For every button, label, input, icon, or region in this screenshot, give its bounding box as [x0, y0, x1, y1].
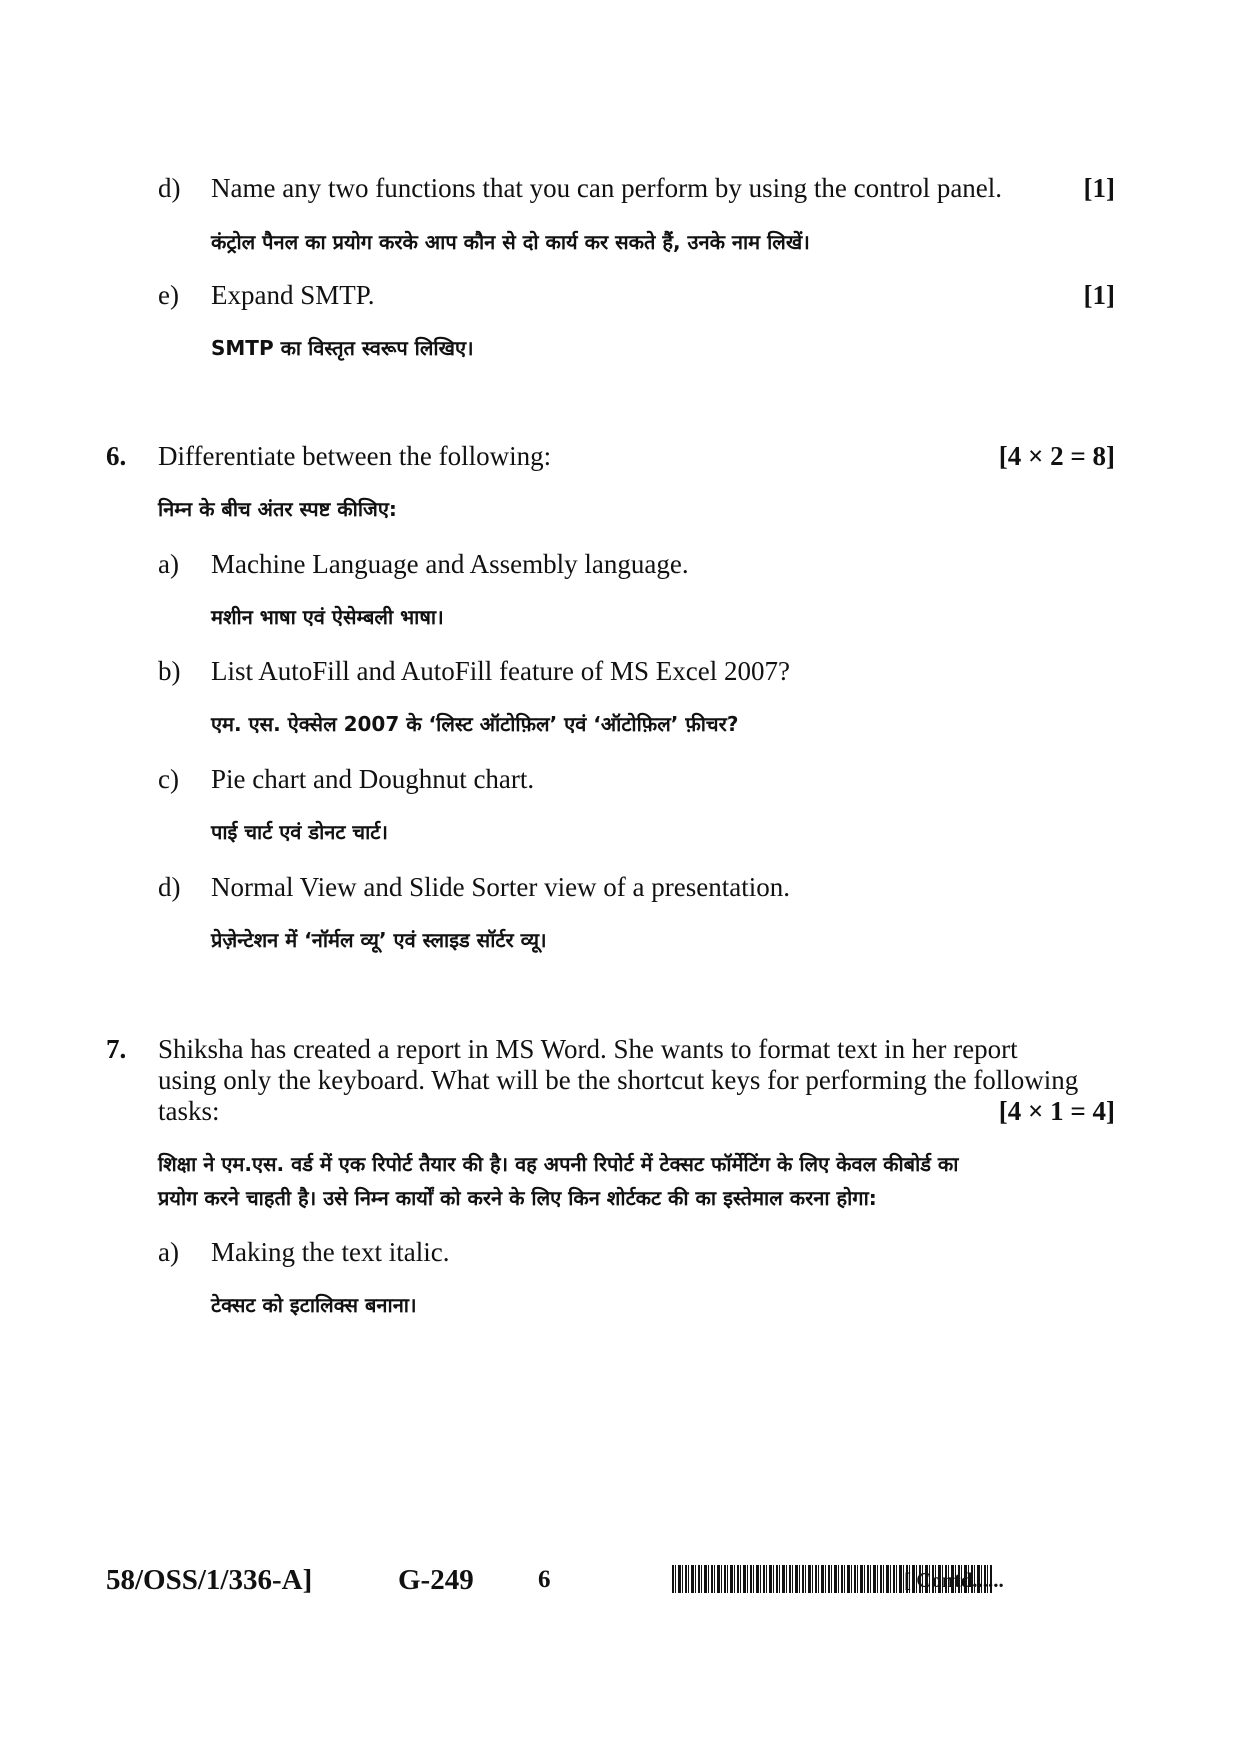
q5e-marks: [1]	[1083, 280, 1115, 310]
q7-question-line3: tasks:	[158, 1096, 220, 1126]
q6a-hindi: मशीन भाषा एवं ऐसेम्बली भाषा।	[211, 605, 444, 629]
q6-question: Differentiate between the following:	[158, 441, 552, 471]
q6-number: 6.	[106, 441, 127, 471]
q7a-hindi: टेक्सट को इटालिक्स बनाना।	[211, 1293, 417, 1317]
q5e-question: Expand SMTP.	[211, 280, 375, 310]
q7-hindi-line2: प्रयोग करने चाहती है। उसे निम्न कार्यों को करने के लिए किन शोर्टकट की का इस्तेमाल करना होगा:	[158, 1186, 877, 1210]
q6d-hindi: प्रेज़ेन्टेशन में ‘नॉर्मल व्यू’ एवं स्लाइड सॉर्टर व्यू।	[211, 928, 547, 952]
q7-hindi-line1: शिक्षा ने एम.एस. वर्ड में एक रिपोर्ट तैयार की है। वह अपनी रिपोर्ट में टेक्सट फॉर्मेटिंग के लिए केवल कीबोर्ड का	[158, 1152, 959, 1176]
q7-question-line2: using only the keyboard. What will be the shortcut keys for performing the following	[158, 1065, 1079, 1095]
q5d-marks: [1]	[1083, 173, 1115, 203]
q7a-question: Making the text italic.	[211, 1237, 450, 1267]
footer-series: G-249	[398, 1564, 474, 1596]
q5d-hindi: कंट्रोल पैनल का प्रयोग करके आप कौन से दो कार्य कर सकते हैं, उनके नाम लिखें।	[211, 230, 810, 254]
q5e-label: e)	[158, 280, 179, 310]
q6b-hindi: एम. एस. ऐक्सेल 2007 के ‘लिस्ट ऑटोफ़िल’ एवं ‘ऑटोफ़िल’ फ़ीचर?	[211, 712, 739, 736]
q6b-label: b)	[158, 656, 181, 686]
q7a-label: a)	[158, 1237, 179, 1267]
q6a-label: a)	[158, 549, 179, 579]
q6-marks: [4 × 2 = 8]	[998, 441, 1115, 471]
q6c-hindi: पाई चार्ट एवं डोनट चार्ट।	[211, 820, 388, 844]
footer-paper-code: 58/OSS/1/336-A]	[106, 1564, 313, 1596]
q6d-label: d)	[158, 872, 181, 902]
q6d-question: Normal View and Slide Sorter view of a presentation.	[211, 872, 790, 902]
footer-contd: [ Contd......	[904, 1568, 1004, 1592]
q7-question-line1: Shiksha has created a report in MS Word. She wants to format text in her report	[158, 1034, 1018, 1064]
q6a-question: Machine Language and Assembly language.	[211, 549, 689, 579]
q6-hindi: निम्न के बीच अंतर स्पष्ट कीजिए:	[158, 497, 397, 521]
q6c-question: Pie chart and Doughnut chart.	[211, 764, 535, 794]
q5e-hindi: SMTP का विस्तृत स्वरूप लिखिए।	[211, 336, 474, 360]
q5d-question: Name any two functions that you can perform by using the control panel.	[211, 173, 1003, 203]
q5d-label: d)	[158, 173, 181, 203]
footer-page-number: 6	[538, 1566, 551, 1593]
q7-marks: [4 × 1 = 4]	[998, 1096, 1115, 1126]
q7-number: 7.	[106, 1034, 127, 1064]
q6b-question: List AutoFill and AutoFill feature of MS Excel 2007?	[211, 656, 790, 686]
q6c-label: c)	[158, 764, 179, 794]
